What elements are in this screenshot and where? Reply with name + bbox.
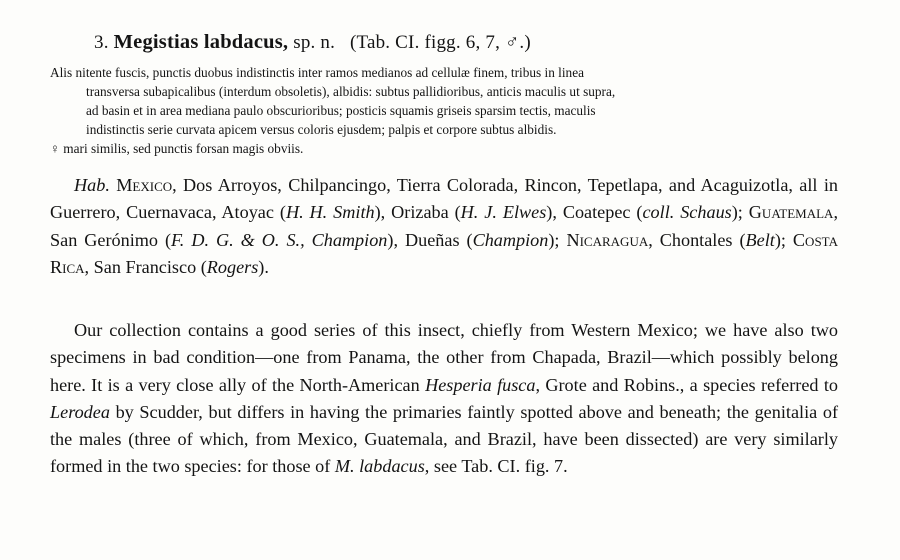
habitat-text: ), Orizaba ( xyxy=(374,202,461,223)
discussion-text: Our collection contains a good series of this insect, chiefly from Western Mexico; we have also two specimens in bad condition—one from Panama, the other from Chapada, Brazil—which possibly belong here. It is a very close ally of the North-American xyxy=(50,320,838,395)
collector-rogers: Rogers xyxy=(206,256,259,277)
discussion-text: by Scudder, but differs in having the primaries faintly spotted above and beneath; the genitalia of the males (three of which, from Mexico, Guatemala, and Brazil, have been dissected) are very similarly formed in the two species: for those of xyxy=(50,401,838,477)
habitat-label: Hab. xyxy=(74,175,110,195)
habitat-text: ); xyxy=(731,202,749,223)
taxon-lerodea: Lerodea xyxy=(50,401,110,422)
latin-female-note: ♀ mari similis, sed punctis forsan magis obviis. xyxy=(50,141,304,156)
species-heading xyxy=(94,31,531,54)
country-costa-rica: Costa Rica xyxy=(50,229,838,277)
plate-reference: (Tab. CI. figg. 6, 7, ♂.) xyxy=(349,32,531,53)
collector-schaus: coll. Schaus xyxy=(642,202,732,223)
collector-smith: H. H. Smith xyxy=(285,202,375,223)
habitat-text: ); xyxy=(548,229,567,250)
habitat-paragraph xyxy=(50,172,838,281)
habitat-text: ), Coatepec ( xyxy=(546,202,643,223)
latin-line-2: transversa subapicalibus (interdum obsoletis), albidis: subtus pallidioribus, anticis maculis ut supra, xyxy=(86,84,616,99)
species-status: sp. n. xyxy=(293,32,336,53)
habitat-text: ), Dueñas ( xyxy=(387,229,473,250)
collector-champion: Champion xyxy=(472,229,549,250)
collector-elwes: H. J. Elwes xyxy=(460,202,547,223)
country-nicaragua: Nicaragua xyxy=(566,229,649,250)
species-name: Megistias labdacus, xyxy=(113,31,289,53)
country-guatemala: Guatemala xyxy=(748,202,834,223)
species-number: 3. xyxy=(94,32,109,53)
collector-belt: Belt xyxy=(745,229,775,250)
discussion-text: , Grote and Robins., a species referred to xyxy=(535,374,838,395)
country-mexico: Mexico xyxy=(116,175,173,195)
habitat-text: , Dos Arroyos, Chilpancingo, Tierra Colorada, Rincon, Tepetlapa, and Acaguizotla, all in Guerrero, Cuernavaca, Atoyac ( xyxy=(50,175,838,223)
habitat-text: ). xyxy=(258,256,269,277)
latin-line-4: indistinctis serie curvata apicem versus coloris ejusdem; palpis et corpore subtus albidis. xyxy=(86,122,557,137)
habitat-text: , San Francisco ( xyxy=(84,256,207,277)
habitat-text: , San Gerónimo ( xyxy=(50,202,838,250)
habitat-text: ); xyxy=(774,229,793,250)
collector-godman-salvin: F. D. G. & O. S., Champion xyxy=(171,229,388,250)
discussion-paragraph xyxy=(50,317,838,481)
latin-line-1: Alis nitente fuscis, punctis duobus indistinctis inter ramos medianos ad cellulæ finem, tribus in linea xyxy=(50,65,585,80)
taxon-m-labdacus: M. labdacus xyxy=(334,456,425,477)
discussion-text: , see Tab. CI. fig. 7. xyxy=(424,456,568,477)
habitat-text: , Chontales ( xyxy=(648,229,746,250)
latin-line-3: ad basin et in area mediana paulo obscurioribus; posticis squamis griseis sparsim tectis, maculis xyxy=(86,103,596,118)
latin-description xyxy=(50,63,838,158)
taxon-hesperia-fusca: Hesperia fusca xyxy=(425,374,536,395)
